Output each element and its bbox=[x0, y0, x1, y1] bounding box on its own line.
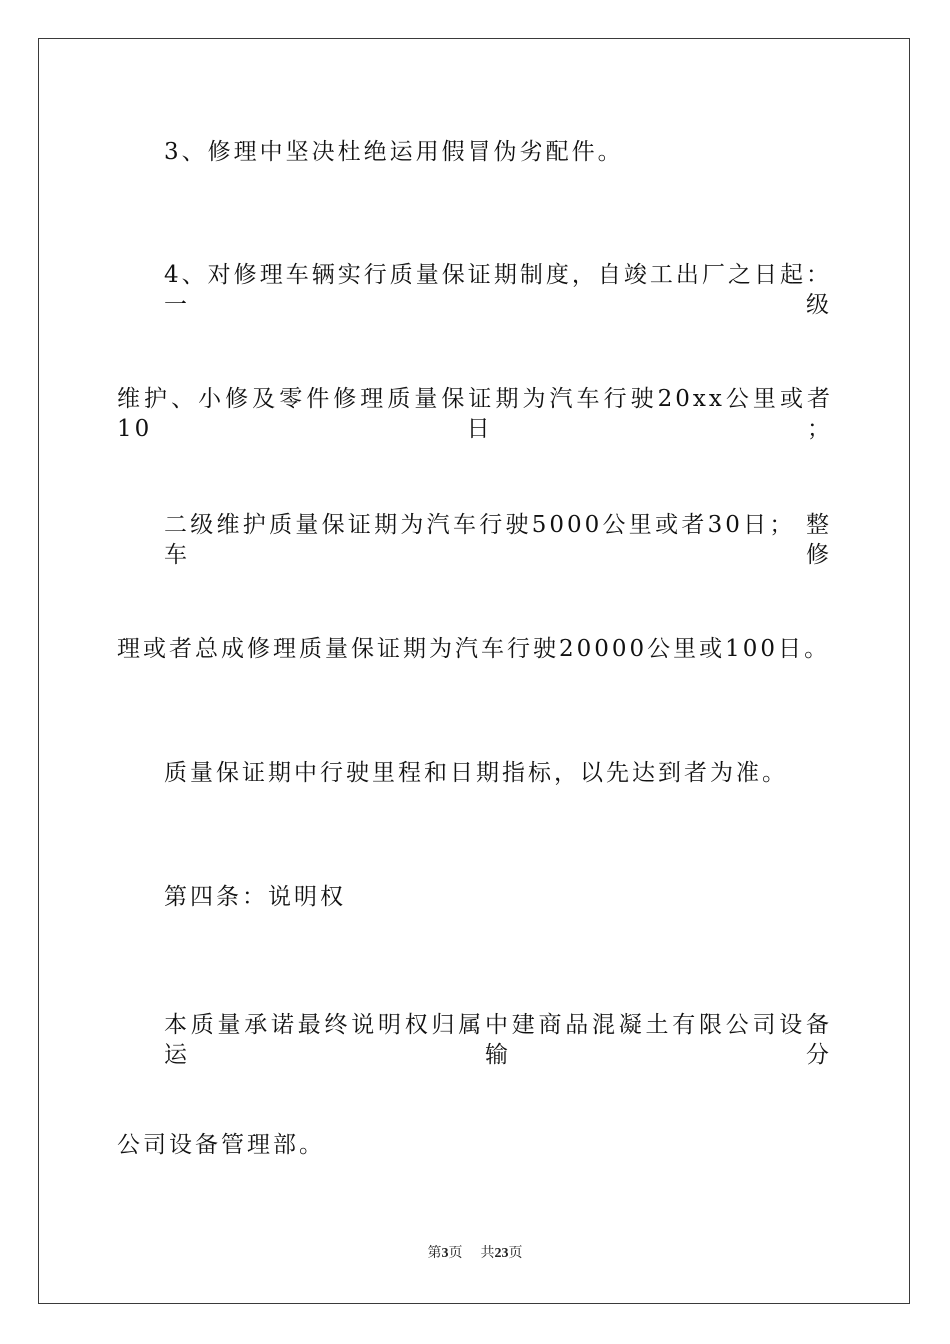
section-heading: 第四条：说明权 bbox=[164, 884, 346, 910]
page-border bbox=[38, 38, 910, 1304]
footer-page-number: 3 bbox=[441, 1246, 449, 1261]
footer-page-suffix: 页 bbox=[448, 1246, 463, 1261]
paragraph-line-6: 质量保证期中行驶里程和日期指标，以先达到者为准。 bbox=[164, 760, 788, 786]
paragraph-line-9: 公司设备管理部。 bbox=[117, 1132, 325, 1158]
footer-total-prefix: 共 bbox=[480, 1246, 495, 1261]
footer-page-prefix: 第 bbox=[427, 1246, 442, 1261]
page-footer bbox=[0, 1244, 950, 1264]
paragraph-line-8: 本质量承诺最终说明权归属中建商品混凝土有限公司设备运输分 bbox=[164, 1012, 832, 1068]
paragraph-line-5: 理或者总成修理质量保证期为汽车行驶20000公里或100日。 bbox=[117, 636, 831, 662]
paragraph-line-3: 维护、小修及零件修理质量保证期为汽车行驶20xx公里或者10日； bbox=[117, 386, 833, 442]
footer-total-suffix: 页 bbox=[508, 1246, 523, 1261]
paragraph-line-4: 二级维护质量保证期为汽车行驶5000公里或者30日； 整车修 bbox=[164, 512, 832, 568]
paragraph-line-1: 3、修理中坚决杜绝运用假冒伪劣配件。 bbox=[164, 139, 624, 165]
paragraph-line-2: 4、对修理车辆实行质量保证期制度，自竣工出厂之日起： 一级 bbox=[164, 262, 832, 318]
footer-total-pages: 23 bbox=[494, 1246, 509, 1261]
